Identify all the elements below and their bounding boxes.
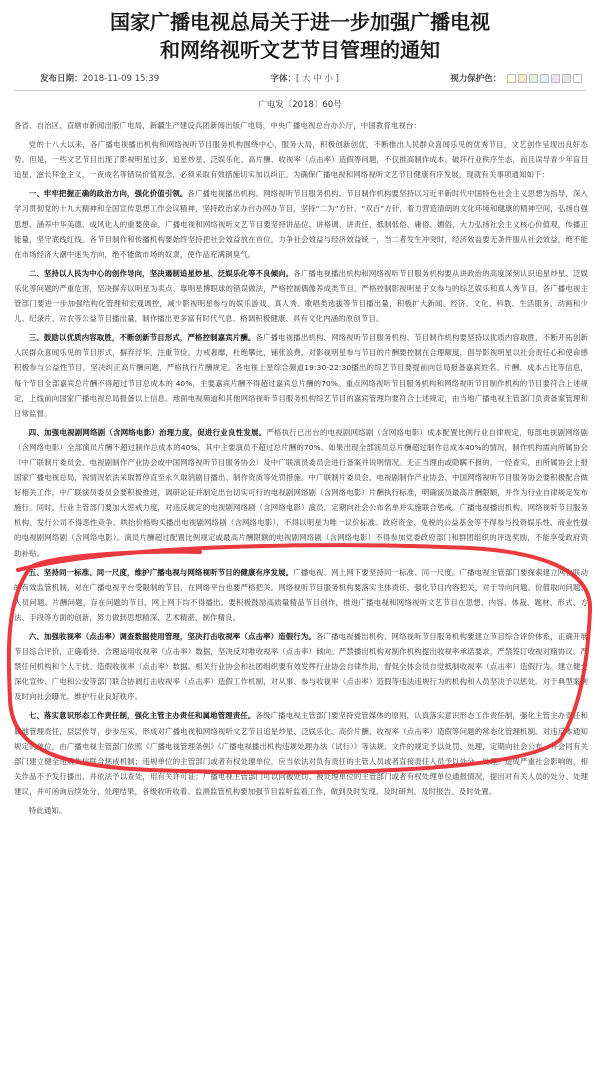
section-1	[14, 186, 588, 261]
section-6-body: 各广播电视播出机构、网络视听节目服务机构要建立节目综合评价体系，正确开展节目综合评价，正确看待、合理运用收视率（点击率）数据，坚决反对唯收视率（点击率）倾向。严禁播出机构对制作机构提出收视率承诺要求，严禁签订收视对赌协议。严禁任何机构和个人干扰、造假收视率（点击率）数据。相关行业协会和社团组织要有效发挥行业协会自律作用，督促全体会员自觉抵制收视率（点击率）造假行为。建立健全深化宣传、广电和公安等部门联合协调打击收视率（点击率）造假工作机制，对从事、参与收视率（点击率）造假等违法违规行为的机构和人员坚决予以惩处。对于典型案例及时向社会曝光，维护行业良好秩序。	[14, 632, 588, 702]
section-4	[14, 425, 588, 561]
section-7-heading: 七、落实意识形态工作责任制，强化主管主办责任和属地管理责任。	[28, 711, 256, 721]
section-3-heading: 三、鼓励以优质内容取胜，不断创新节目形式，严格控制嘉宾片酬。	[28, 333, 256, 343]
section-2	[14, 266, 588, 326]
color-swatch-4[interactable]	[540, 74, 549, 83]
publish-date-value: 2018-11-09 15:39	[82, 74, 160, 84]
salutation: 各省、自治区、直辖市新闻出版广电局，新疆生产建设兵团新闻出版广电局，中央广播电视总台办公厅，中国教育电视台：	[14, 121, 422, 130]
section-2-body: 各广播电视播出机构和网络视听节目服务机构要从讲政治的高度深刻认识追星炒星、泛娱乐化等问题的严重危害，坚决摒弃以明星为卖点、靠明星博眼球的错误做法，严格控制偶像养成类节目，严格控制影视明星子女参与的综艺娱乐和真人秀节目。各广播电视主管部门要进一步加强结构化管理和宏观调控，减少影视明星参与的娱乐游戏、真人秀、歌唱类选拔等节目播出量，积极扩大新闻、经济、文化、科教、生活服务、动画和少儿、纪录片、对农等公益节目播出量，制作播出更多富有时代气息、格调积极健康、具有文化内涵的原创节目。	[14, 268, 588, 324]
color-swatch-7[interactable]	[573, 74, 582, 83]
article-title	[0, 0, 600, 64]
color-swatch-5[interactable]	[551, 74, 560, 83]
color-swatches	[507, 74, 582, 83]
font-size-options[interactable]: [ 大 中 小 ]	[295, 74, 339, 84]
section-5-heading: 五、坚持同一标准、同一尺度，维护广播电视与网络视听节目的健康有序发展。	[28, 567, 294, 577]
title-line-2: 和网络视听文艺节目管理的通知	[160, 38, 440, 62]
section-5-body: 广播电视、网上网下要坚持同一标准、同一尺度。广播电视主管部门要探索建立网台联动的有效监管机制，对在广播电视平台受限制的节目，在网络平台也要严格把关。网络视听节目服务机构要落实主体责任，强化节目内容把关，对于导向问题、价值取向问题、人员问题、片酬问题，存在问题的节目，网上网下均不得播出。要积极鼓励高质量精品节目创作，推进广播电视和网络视听文艺节目在思想、内容、体裁、题材、形式、方法、手段等方面的创新，努力做到思想精深、艺术精湛、制作精良。	[14, 567, 588, 622]
document-number: 广电发〔2018〕60号	[258, 100, 342, 110]
closing-text: 特此通知。	[28, 806, 67, 816]
publish-date-label: 发布日期：	[40, 74, 83, 84]
publish-date	[40, 72, 159, 84]
color-swatch-3[interactable]	[529, 74, 538, 83]
font-size-label: 字体：	[270, 74, 296, 84]
title-line-1: 国家广播电视总局关于进一步加强广播电视	[110, 10, 490, 34]
article-body	[0, 118, 600, 818]
color-swatch-2[interactable]	[518, 74, 527, 83]
meta-bar	[0, 66, 600, 90]
color-swatch-6[interactable]	[562, 74, 571, 83]
section-1-heading: 一、牢牢把握正确的政治方向，强化价值引领。	[28, 189, 188, 199]
section-2-heading: 二、坚持以人民为中心的创作导向，坚决遏制追星炒星、泛娱乐化等不良倾向。	[28, 268, 294, 278]
section-4-heading: 四、加强电视剧网络剧（含网络电影）治理力度，促进行业良性发展。	[28, 427, 267, 437]
section-6	[14, 629, 588, 704]
section-4-body: 严格执行已出台的电视剧网络剧（含网络电影）成本配置比例行业自律规定，每部电视剧网络剧（含网络电影）全部演员片酬不超过制作总成本的40%，其中主要演员不超过总片酬的70%。如果出现全部演员总片酬超过制作总成本40%的情况，制作机构需向所属协会（中广联制片委员会、电视剧制作产业协会或中国网络视听节目服务协会）及中广联演员委员会进行备案并说明情况。无正当理由或隐瞒不报的，一经查实，由所属协会上报国家广播电视总局，视情况依法采取暂停直至永久取消剧目播出、制作资质等处罚措施。中广联制片委员会、电视剧制作产业协会、中国网络视听节目服务协会要积极配合做好相关工作，中广联演员委员会要积极推进，调研论证并制定出台切实可行的电视剧网络剧（含网络电影）片酬执行标准，明确演员最高片酬限额，并作为行业自律规定发布施行。同时，行业主管部门要加大惩戒力度，对违反规定的电视剧网络剧（含网络电影）演员，定期向社会公布名单并实施联合惩戒。广播电视播出机构、网络视听节目服务机构、发行公司不得恶性竞争、哄抬价格购买播出电视剧网络剧（含网络电影），不得以明星为唯一议价标准。政府资金、免税的公益基金等不得参与投资娱乐性、商业性强的电视剧网络剧（含网络电影）。演员片酬超过配置比例规定或最高片酬限额的电视剧网络剧（含网络电影）不得参加党委政府部门和群团组织的评选奖励，不能享受政府资助补贴。	[14, 427, 588, 558]
font-size-control	[270, 72, 338, 84]
section-1-body: 各广播电视播出机构、网络视听节目服务机构、节目制作机构要坚持以习近平新时代中国特色社会主义思想为指导，深入学习贯彻党的十九大精神和全国宣传思想工作会议精神，坚持政治家办台办网办节目，坚持“二为”方针、“双百”方针，着力营造清朗的文化环境和健康的精神空间，弘扬自强思想、涵养中华美德、成风化人的重要使命。广播电视和网络视听文艺节目要坚持讲品位、讲格调、讲责任，抵制低俗、庸俗、媚俗，大力弘扬社会主义核心价值观，传播正能量，坚守底线红线。各节目制作和传播机构要始终坚持把社会效益放在首位，力争社会效益与经济效益统一，当二者发生冲突时，经济效益要无条件服从社会效益，绝不能在市场经济大潮中迷失方向，绝不能做市场的奴隶，使作品充满铜臭气。	[14, 189, 588, 259]
color-swatch-1[interactable]	[507, 74, 516, 83]
divider	[14, 90, 586, 91]
section-6-heading: 六、加强收视率（点击率）调查数据使用管理，坚决打击收视率（点击率）造假行为。	[28, 632, 316, 641]
intro-paragraph: 党的十八大以来，各广播电视播出机构和网络视听节目服务机构围绕中心、服务大局，积极创新创优，不断推出人民群众喜闻乐见的优秀节目，文艺创作呈现出良好态势。但是，一些文艺节目出现了影视明星过多、追星炒星、泛娱乐化、高片酬、收视率（点击率）造假等问题，不仅推高制作成本、破坏行业秩序生态，而且误导青少年盲目追星，滋长拜金主义，一夜成名等错误价值观念，必须采取有效措施切实加以纠正。为确保广播电视和网络视听文艺节目健康有序发展，现就有关事项通知如下：	[14, 140, 588, 180]
vision-protect-control	[450, 72, 582, 84]
section-7-body: 各级广播电视主管部门要坚持党管媒体的原则，认真落实意识形态工作责任制，强化主管主办责任和属地管理责任，层层传导，步步压实，形成对广播电视和网络视听文艺节目追星炒星、泛娱乐化、高价片酬、收视率（点击率）造假等问题的常态化管理机制。对违反本通知规定的单位，由广播电视主管部门依照《广播电视管理条例》《广播电视播出机构违规处理办法（试行）》等法规、文件的规定予以处罚、处理，定期向社会公布，并会同有关部门建立健全违规失信联合惩戒机制；违规单位的主管部门或者有权处理单位，应当依法对负有责任的主管人员或者直接责任人员予以处分、处理。造成严重社会影响的，相关作品不予发行播出，并依法予以查处，用有关许可证；广播电视主管部门可以向被处罚、被处理单位的主管部门或者有权处理单位通报情况，提出对有关人员的处分、处理建议，并可函询后续处分、处理结果，各级收听收看、监测监管机构要加强节目监听监看工作，做到及时发现、及时研判、及时报告、及时处置。	[14, 711, 588, 796]
section-3-body: 各广播电视播出机构、网络视听节目服务机构、节目制作机构要坚持以优质内容取胜，不断开拓创新人民群众喜闻乐见的节目形式，摒弃浮华，注重节俭，力戒奢靡，杜绝攀比，铺张浪费，对影视明星参与节目的片酬要控制在合理额度，倡导影视明星以社会责任心和使命感积极参与公益性节目，坚决纠正高片酬问题，严格执行片酬规定。各电视上星综合频道19:30-22:30播出的综艺节目要提前向总局报备嘉宾姓名、片酬、成本占比等信息，每个节目全部嘉宾总片酬不得超过节目总成本的 40%，主要嘉宾片酬不得超过嘉宾总片酬的70%。重点网络视听节目服务机构和网络视听节目制作机构的节目要符合上述规定，上线前向国家广播电视总局报备以上信息。地面电视频道和其他网络视听节目服务机构综艺节目的嘉宾管理均要符合上述规定，由当地广播电视主管部门负责备案管理和日常监督。	[14, 333, 588, 418]
section-7	[14, 708, 588, 799]
section-3	[14, 330, 588, 421]
section-5	[14, 565, 588, 625]
vision-protect-label: 视力保护色：	[450, 74, 502, 84]
